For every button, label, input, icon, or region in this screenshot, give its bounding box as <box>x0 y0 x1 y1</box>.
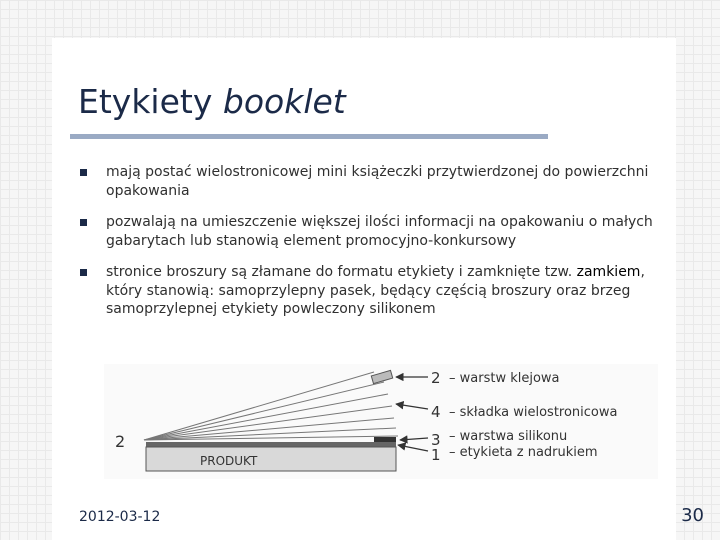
product-block <box>146 447 396 471</box>
bullet-text: pozwalają na umieszczenie większej ilości informacji na opakowaniu o małych gabarytach lub stanowią element promocyjno-konkursowy <box>106 214 653 249</box>
slide-title <box>78 82 346 121</box>
bullet-square-icon <box>80 219 87 226</box>
legend-text: – składka wielostronicowa <box>449 405 618 420</box>
bullet-text-part: stronice broszury są złamane do formatu etykiety i zamknięte tzw. <box>106 264 573 280</box>
bullet-text-part: , który stanowią: samoprzylepny pasek, będący częścią broszury oraz brzeg samoprzylepnej etykiety powleczony silikonem <box>106 264 645 317</box>
title-main: Etykiety <box>78 82 213 121</box>
title-underline <box>70 134 548 139</box>
title-italic: booklet <box>222 82 346 121</box>
diagram-left-number: 2 <box>115 432 126 451</box>
page-number: 30 <box>681 505 704 526</box>
legend-number: 3 <box>431 431 441 449</box>
bullet-text: mają postać wielostronicowej mini książeczki przytwierdzonej do powierzchni opakowania <box>106 164 649 199</box>
bullet-square-icon <box>80 169 87 176</box>
bullet-text <box>106 263 668 319</box>
booklet-label-diagram <box>104 364 658 479</box>
legend-text: – etykieta z nadrukiem <box>449 445 598 460</box>
bullet-item-3 <box>78 263 668 319</box>
printed-label-layer <box>146 442 396 447</box>
product-label: PRODUKT <box>200 454 258 468</box>
legend-number: 4 <box>431 403 441 421</box>
bullet-square-icon <box>80 269 87 276</box>
bullet-list <box>78 163 668 332</box>
legend-text: – warstw klejowa <box>449 371 560 386</box>
legend-number: 2 <box>431 369 441 387</box>
footer-date: 2012-03-12 <box>79 509 161 525</box>
legend-number: 1 <box>431 446 441 464</box>
legend-text: – warstwa silikonu <box>449 429 568 444</box>
bullet-item-1 <box>78 163 668 200</box>
highlight-term: zamkiem <box>576 264 641 280</box>
bullet-item-2 <box>78 213 668 250</box>
